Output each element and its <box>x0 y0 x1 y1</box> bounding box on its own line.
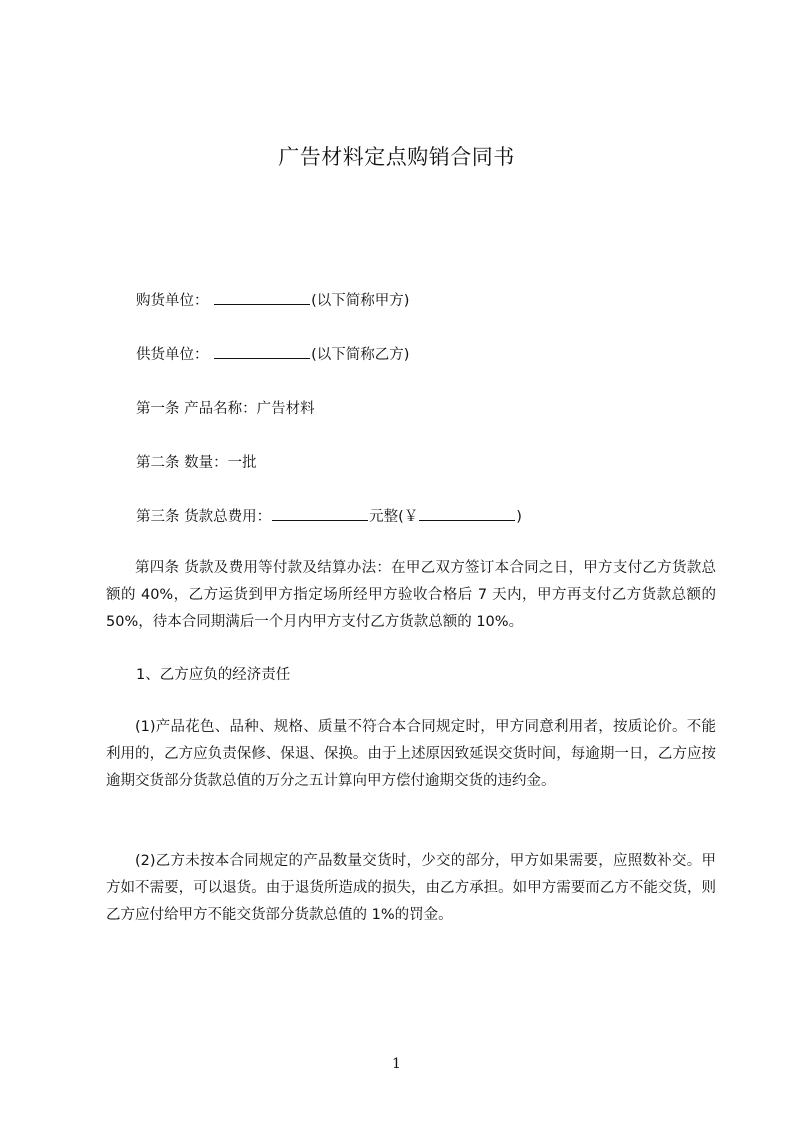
page-number: 1 <box>392 1056 401 1072</box>
clause-1-quality-liability: (1)产品花色、品种、规格、质量不符合本合同规定时，甲方同意利用者，按质论价。不能利用的，乙方应负责保修、保退、保换。由于上述原因致延误交货时间，每逾期一日，乙方应按逾期交货部分货款总值的万分之五计算向甲方偿付逾期交货的违约金。 <box>106 719 716 789</box>
article-2-quantity: 第二条 数量：一批 <box>136 455 257 471</box>
clause-2-quantity-liability: (2)乙方未按本合同规定的产品数量交货时，少交的部分，甲方如果需要，应照数补交。甲方如不需要，可以退货。由于退货所造成的损失，由乙方承担。如甲方需要而乙方不能交货，则乙方应付给甲方不能交货部分货款总值的 1%的罚金。 <box>106 853 716 923</box>
buyer-label: 购货单位： <box>136 293 209 309</box>
article-1-product-name: 第一条 产品名称：广告材料 <box>136 401 315 417</box>
buyer-line <box>136 289 409 312</box>
supplier-blank-field <box>214 343 310 359</box>
article-3-label: 第三条 货款总费用： <box>136 509 272 525</box>
document-title: 广告材料定点购销合同书 <box>278 145 515 169</box>
buyer-blank-field <box>214 289 310 305</box>
article-3-total-payment <box>136 505 522 528</box>
article-3-end: ) <box>516 509 522 525</box>
article-3-middle: 元整(￥ <box>369 509 419 525</box>
section-1-heading: 1、乙方应负的经济责任 <box>136 667 291 683</box>
supplier-suffix: (以下简称乙方) <box>311 347 410 363</box>
buyer-suffix: (以下简称甲方) <box>311 293 410 309</box>
supplier-line <box>136 343 409 366</box>
amount-in-words-blank <box>272 505 368 521</box>
supplier-label: 供货单位： <box>136 347 209 363</box>
amount-in-figures-blank <box>419 505 515 521</box>
article-4-payment-terms: 第四条 货款及费用等付款及结算办法：在甲乙双方签订本合同之日，甲方支付乙方货款总额的 40%，乙方运货到甲方指定场所经甲方验收合格后 7 天内，甲方再支付乙方货款总额的 50%，待本合同期满后一个月内甲方支付乙方货款总额的 10%。 <box>106 560 716 630</box>
